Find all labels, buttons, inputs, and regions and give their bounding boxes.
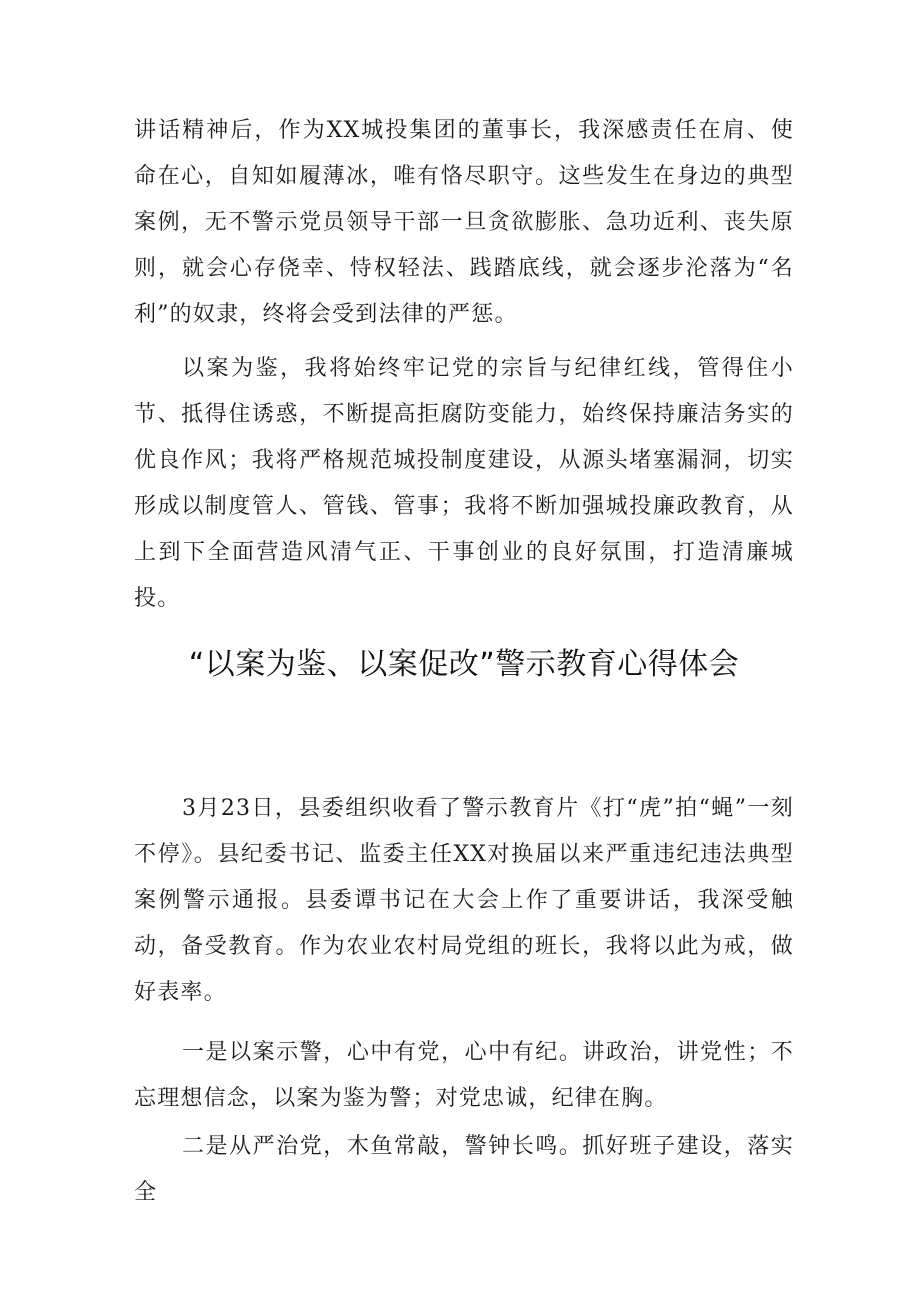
paragraph-point-two: 二是从严治党，木鱼常敲，警钟长鸣。抓好班子建设，落实全: [134, 1134, 794, 1205]
paragraph-resolution: 以案为鉴，我将始终牢记党的宗旨与纪律红线，管得住小节、抵得住诱惑，不断提高拒腐防变能力，始终保持廉洁务实的优良作风；我将严格规范城投制度建设，从源头堵塞漏洞，切实形成以制度管人、管钱、管事；我将不断加强城投廉政教育，从上到下全面营造风清气正、干事创业的良好氛围，打造清廉城投。: [134, 356, 794, 611]
section-title: “以案为鉴、以案促改”警示教育心得体会: [188, 647, 740, 682]
paragraph-point-one: 一是以案示警，心中有党，心中有纪。讲政治，讲党性；不忘理想信念，以案为鉴为警；对党忠诚，纪律在胸。: [134, 1040, 794, 1111]
continuation-paragraph: 讲话精神后，作为XX城投集团的董事长，我深感责任在肩、使命在心，自知如履薄冰，唯有恪尽职守。这些发生在身边的典型案例，无不警示党员领导干部一旦贪欲膨胀、急功近利、丧失原则，就会心存侥幸、恃权轻法、践踏底线，就会逐步沦落为“名利”的奴隶，终将会受到法律的严惩。: [134, 118, 794, 327]
paragraph-intro: 3月23日，县委组织收看了警示教育片《打“虎”拍“蝇”一刻不停》。县纪委书记、监委主任XX对换届以来严重违纪违法典型案例警示通报。县委谭书记在大会上作了重要讲话，我深受触动，备受教育。作为农业农村局党组的班长，我将以此为戒，做好表率。: [134, 796, 794, 1005]
